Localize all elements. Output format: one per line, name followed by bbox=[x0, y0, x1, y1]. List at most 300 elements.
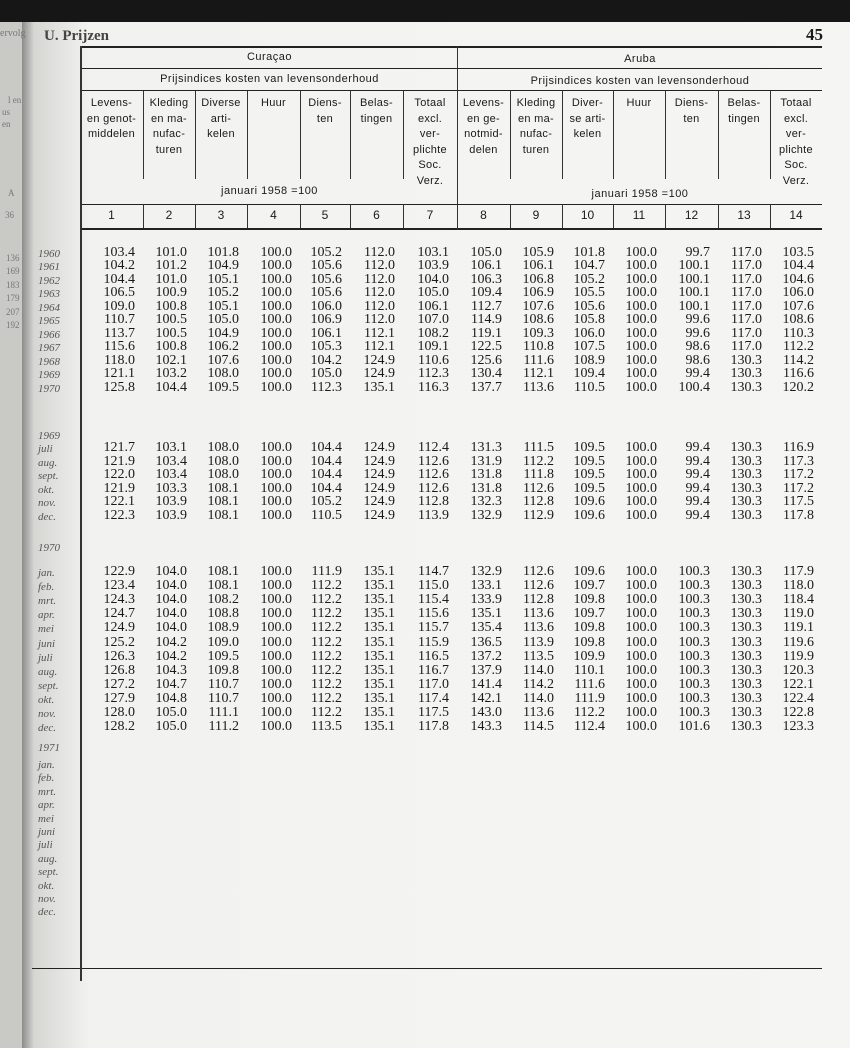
table-cell: 100.0 bbox=[260, 620, 292, 636]
table-cell: 116.7 bbox=[418, 662, 449, 678]
table-top-rule bbox=[80, 46, 822, 48]
column-header bbox=[510, 96, 562, 158]
section-title: U. Prijzen bbox=[44, 28, 109, 44]
column-divider bbox=[613, 91, 614, 179]
table-cell: 105.2 bbox=[573, 271, 605, 287]
table-cell: 109.3 bbox=[522, 325, 554, 341]
table-cell: 109.6 bbox=[573, 564, 605, 579]
table-cell: 100.0 bbox=[260, 719, 292, 735]
table-cell: 100.0 bbox=[625, 379, 657, 395]
table-cell: 125.8 bbox=[103, 379, 135, 395]
table-cell: 130.3 bbox=[730, 494, 762, 510]
table-cell: 112.0 bbox=[364, 258, 395, 274]
table-cell: 100.0 bbox=[260, 480, 292, 496]
table-cell: 106.8 bbox=[522, 271, 554, 287]
table-cell: 115.4 bbox=[418, 592, 449, 608]
table-cell: 124.7 bbox=[103, 606, 135, 622]
table-cell: 100.0 bbox=[625, 325, 657, 341]
table-cell: 112.6 bbox=[418, 453, 449, 469]
table-cell: 100.0 bbox=[260, 440, 292, 455]
table-cell: 117.0 bbox=[731, 285, 762, 301]
table-cell: 124.9 bbox=[363, 494, 395, 510]
table-cell: 112.0 bbox=[364, 271, 395, 287]
row-label: 1965 bbox=[38, 315, 60, 328]
table-cell: 119.9 bbox=[783, 648, 814, 664]
table-cell: 108.1 bbox=[207, 564, 239, 579]
table-cell: 106.9 bbox=[522, 285, 554, 301]
table-cell: 117.2 bbox=[783, 467, 814, 483]
column-header-line: nufac- bbox=[152, 128, 186, 140]
table-cell: 100.3 bbox=[678, 690, 710, 706]
column-header bbox=[718, 96, 770, 127]
table-cell: 100.1 bbox=[678, 258, 710, 274]
table-cell: 124.9 bbox=[363, 453, 395, 469]
table-cell: 117.5 bbox=[418, 705, 449, 720]
table-cell: 136.5 bbox=[470, 634, 502, 650]
column-divider bbox=[665, 204, 666, 228]
table-cell: 108.1 bbox=[207, 578, 239, 594]
table-cell: 104.4 bbox=[103, 271, 135, 287]
row-label: juli bbox=[38, 651, 53, 664]
table-cell: 100.0 bbox=[260, 606, 292, 622]
column-header-line: excl. bbox=[417, 112, 443, 125]
column-header-line: tingen bbox=[360, 112, 393, 125]
table-cell: 104.7 bbox=[155, 676, 187, 692]
table-cell: 100.0 bbox=[625, 352, 657, 368]
table-cell: 100.9 bbox=[155, 285, 187, 301]
table-cell: 112.7 bbox=[471, 298, 502, 314]
column-number: 10 bbox=[580, 208, 595, 222]
table-cell: 104.4 bbox=[310, 453, 342, 469]
table-cell: 106.1 bbox=[470, 258, 502, 274]
table-cell: 117.4 bbox=[418, 690, 449, 706]
table-cell: 112.2 bbox=[311, 690, 342, 706]
table-cell: 106.1 bbox=[522, 258, 554, 274]
column-header-line: kelen bbox=[207, 128, 235, 140]
table-cell: 106.2 bbox=[207, 339, 239, 355]
column-number: 6 bbox=[373, 208, 380, 222]
table-cell: 118.0 bbox=[104, 352, 135, 368]
table-cell: 109.5 bbox=[207, 648, 239, 664]
table-cell: 110.5 bbox=[574, 379, 605, 395]
table-cell: 113.6 bbox=[523, 620, 554, 636]
table-cell: 117.5 bbox=[783, 494, 814, 510]
column-divider bbox=[510, 91, 511, 179]
scan-top-edge bbox=[0, 0, 850, 22]
table-cell: 119.6 bbox=[783, 634, 814, 650]
column-number: 12 bbox=[684, 208, 699, 222]
table-cell: 100.1 bbox=[678, 285, 710, 301]
table-cell: 124.9 bbox=[363, 467, 395, 483]
table-cell: 109.4 bbox=[573, 366, 605, 382]
row-label: apr. bbox=[38, 609, 55, 622]
table-cell: 100.0 bbox=[625, 258, 657, 274]
table-cell: 110.7 bbox=[208, 676, 239, 692]
table-cell: 112.2 bbox=[311, 648, 342, 664]
table-cell: 104.0 bbox=[417, 271, 449, 287]
column-header-line: Diens- bbox=[674, 97, 709, 109]
table-cell: 100.0 bbox=[625, 676, 657, 692]
table-cell: 100.0 bbox=[260, 379, 292, 395]
table-cell: 112.8 bbox=[418, 494, 449, 510]
row-label: mrt. bbox=[38, 595, 57, 608]
table-cell: 124.3 bbox=[103, 592, 135, 608]
column-header-line: Levens- bbox=[462, 97, 505, 109]
table-cell: 100.0 bbox=[625, 564, 657, 579]
table-cell: 122.0 bbox=[103, 467, 135, 483]
table-cell: 117.8 bbox=[418, 719, 449, 735]
column-divider bbox=[143, 91, 144, 179]
table-cell: 113.7 bbox=[104, 325, 135, 341]
table-cell: 113.6 bbox=[523, 606, 554, 622]
table-cell: 131.9 bbox=[470, 453, 502, 469]
column-divider bbox=[350, 91, 351, 179]
column-header-line: Kleding bbox=[149, 97, 189, 109]
row-label: juli bbox=[38, 443, 53, 455]
table-cell: 110.7 bbox=[208, 690, 239, 706]
prev-page-value: 169 bbox=[6, 266, 20, 277]
table-cell: 100.1 bbox=[678, 271, 710, 287]
table-cell: 118.4 bbox=[783, 592, 814, 608]
table-cell: 110.6 bbox=[418, 352, 449, 368]
table-cell: 113.6 bbox=[523, 705, 554, 720]
table-cell: 107.0 bbox=[417, 312, 449, 328]
table-cell: 106.5 bbox=[103, 285, 135, 301]
table-cell: 109.8 bbox=[573, 620, 605, 636]
table-cell: 105.0 bbox=[310, 366, 342, 382]
table-cell: 130.3 bbox=[730, 705, 762, 720]
table-cell: 105.6 bbox=[310, 285, 342, 301]
row-label: aug. bbox=[38, 665, 58, 678]
row-label: 1963 bbox=[38, 288, 60, 301]
table-cell: 121.9 bbox=[103, 480, 135, 496]
row-label: okt. bbox=[38, 693, 55, 706]
column-number: 14 bbox=[789, 208, 803, 222]
row-label: 1966 bbox=[38, 328, 60, 341]
table-cell: 137.9 bbox=[470, 662, 502, 678]
table-cell: 104.6 bbox=[782, 271, 814, 287]
table-cell: 111.8 bbox=[523, 467, 554, 483]
row-label: okt. bbox=[38, 879, 55, 892]
table-cell: 100.0 bbox=[625, 245, 657, 260]
column-header-line: delen bbox=[469, 143, 498, 156]
table-cell: 119.0 bbox=[783, 606, 814, 622]
table-cell: 108.8 bbox=[207, 606, 239, 622]
table-cell: 114.5 bbox=[523, 719, 554, 735]
column-number: 11 bbox=[632, 208, 646, 222]
column-divider bbox=[300, 204, 301, 228]
table-cell: 100.5 bbox=[155, 325, 187, 341]
section-heading: 1969 bbox=[38, 430, 60, 442]
table-cell: 104.0 bbox=[155, 592, 187, 608]
table-cell: 114.7 bbox=[418, 564, 449, 579]
table-cell: 109.7 bbox=[573, 578, 605, 594]
column-header-line: ver- bbox=[419, 128, 441, 140]
table-cell: 105.2 bbox=[310, 245, 342, 260]
column-divider bbox=[300, 91, 301, 179]
row-label: 1962 bbox=[38, 274, 60, 287]
table-cell: 110.3 bbox=[783, 325, 814, 341]
subtitle-curacao: Prijsindices kosten van levensonderhoud bbox=[160, 73, 379, 85]
table-cell: 115.0 bbox=[418, 578, 449, 594]
table-cell: 114.0 bbox=[523, 690, 554, 706]
table-cell: 110.1 bbox=[574, 662, 605, 678]
table-cell: 105.0 bbox=[155, 719, 187, 735]
table-cell: 109.9 bbox=[573, 648, 605, 664]
table-cell: 135.4 bbox=[470, 620, 502, 636]
table-cell: 109.5 bbox=[573, 453, 605, 469]
table-cell: 118.0 bbox=[783, 578, 814, 594]
column-divider bbox=[403, 204, 404, 228]
table-cell: 100.0 bbox=[625, 606, 657, 622]
table-cell: 135.1 bbox=[363, 634, 395, 650]
region-aruba: Aruba bbox=[624, 53, 656, 65]
table-cell: 116.5 bbox=[418, 648, 449, 664]
table-cell: 114.2 bbox=[523, 676, 554, 692]
table-cell: 114.0 bbox=[523, 662, 554, 678]
prev-page-col-num: 36 bbox=[5, 210, 14, 220]
table-cell: 112.2 bbox=[311, 578, 342, 594]
table-cell: 125.2 bbox=[103, 634, 135, 650]
table-cell: 135.1 bbox=[363, 578, 395, 594]
table-cell: 100.3 bbox=[678, 564, 710, 579]
table-cell: 105.6 bbox=[573, 298, 605, 314]
table-cell: 103.1 bbox=[417, 245, 449, 260]
table-cell: 112.0 bbox=[364, 285, 395, 301]
table-cell: 133.1 bbox=[470, 578, 502, 594]
table-cell: 100.3 bbox=[678, 578, 710, 594]
prev-page-value: 179 bbox=[6, 293, 20, 304]
column-divider bbox=[562, 204, 563, 228]
column-header-line: tingen bbox=[728, 112, 760, 125]
column-divider bbox=[195, 204, 196, 228]
row-label: juni bbox=[38, 826, 56, 838]
table-cell: 115.6 bbox=[104, 339, 135, 355]
row-label: feb. bbox=[38, 772, 55, 785]
table-cell: 113.6 bbox=[523, 379, 554, 395]
row-label: aug. bbox=[38, 852, 58, 865]
table-cell: 100.0 bbox=[260, 676, 292, 692]
table-cell: 105.1 bbox=[207, 271, 239, 287]
table-cell: 135.1 bbox=[363, 705, 395, 720]
column-header bbox=[143, 96, 195, 158]
table-cell: 100.0 bbox=[260, 705, 292, 720]
table-cell: 101.8 bbox=[573, 245, 605, 260]
table-cell: 122.3 bbox=[103, 508, 135, 523]
table-cell: 100.0 bbox=[260, 366, 292, 382]
column-number: 9 bbox=[532, 208, 540, 222]
table-cell: 100.3 bbox=[678, 592, 710, 608]
table-cell: 100.0 bbox=[625, 634, 657, 650]
row-label: jan. bbox=[38, 567, 55, 579]
table-cell: 117.9 bbox=[783, 564, 814, 579]
column-header-line: Verz. bbox=[416, 174, 444, 187]
table-cell: 100.0 bbox=[260, 494, 292, 510]
table-cell: 130.3 bbox=[730, 592, 762, 608]
table-cell: 112.2 bbox=[523, 453, 554, 469]
table-cell: 143.3 bbox=[470, 719, 502, 735]
table-cell: 103.9 bbox=[155, 494, 187, 510]
column-divider bbox=[247, 91, 248, 179]
table-cell: 112.2 bbox=[783, 339, 814, 355]
table-cell: 99.4 bbox=[685, 453, 710, 469]
table-cell: 103.5 bbox=[782, 245, 814, 260]
table-cell: 142.1 bbox=[470, 690, 502, 706]
column-header-line: kelen bbox=[573, 128, 602, 140]
table-cell: 112.2 bbox=[311, 676, 342, 692]
table-cell: 114.9 bbox=[471, 312, 502, 328]
column-header bbox=[350, 96, 403, 127]
table-cell: 100.0 bbox=[625, 285, 657, 301]
row-label: feb. bbox=[38, 581, 55, 594]
table-cell: 124.9 bbox=[103, 620, 135, 636]
table-cell: 103.4 bbox=[155, 453, 187, 469]
table-cell: 119.1 bbox=[783, 620, 814, 636]
table-cell: 137.7 bbox=[470, 379, 502, 395]
table-cell: 104.0 bbox=[155, 606, 187, 622]
table-cell: 109.5 bbox=[207, 379, 239, 395]
column-divider bbox=[510, 204, 511, 228]
table-cell: 101.2 bbox=[155, 258, 187, 274]
column-number: 13 bbox=[737, 208, 751, 222]
table-cell: 122.5 bbox=[470, 339, 502, 355]
table-cell: 104.4 bbox=[310, 440, 342, 455]
table-cell: 108.0 bbox=[207, 453, 239, 469]
table-cell: 112.1 bbox=[364, 339, 395, 355]
table-cell: 130.3 bbox=[730, 467, 762, 483]
table-cell: 105.5 bbox=[573, 285, 605, 301]
table-cell: 135.1 bbox=[363, 592, 395, 608]
table-cell: 106.3 bbox=[470, 271, 502, 287]
table-cell: 100.0 bbox=[260, 285, 292, 301]
table-cell: 112.3 bbox=[418, 366, 449, 382]
table-cell: 100.0 bbox=[625, 508, 657, 523]
table-cell: 109.5 bbox=[573, 467, 605, 483]
table-cell: 105.3 bbox=[310, 339, 342, 355]
table-cell: 117.0 bbox=[731, 312, 762, 328]
table-cell: 135.1 bbox=[363, 379, 395, 395]
table-cell: 112.3 bbox=[311, 379, 342, 395]
table-cell: 109.8 bbox=[573, 634, 605, 650]
table-cell: 101.6 bbox=[678, 719, 710, 735]
table-cell: 108.1 bbox=[207, 480, 239, 496]
table-cell: 130.3 bbox=[730, 379, 762, 395]
book-gutter bbox=[22, 22, 34, 1048]
table-cell: 104.2 bbox=[155, 634, 187, 650]
table-cell: 101.0 bbox=[155, 271, 187, 287]
column-header-line: se arti- bbox=[569, 112, 606, 125]
table-cell: 112.9 bbox=[523, 508, 554, 523]
table-cell: 100.3 bbox=[678, 662, 710, 678]
row-label: sept. bbox=[38, 470, 59, 483]
rule bbox=[80, 68, 822, 69]
row-label: dec. bbox=[38, 722, 57, 735]
table-cell: 107.6 bbox=[522, 298, 554, 314]
table-cell: 100.0 bbox=[625, 592, 657, 608]
table-cell: 130.3 bbox=[730, 508, 762, 523]
column-header-line: en genot- bbox=[86, 112, 137, 125]
table-cell: 108.2 bbox=[417, 325, 449, 341]
table-cell: 109.5 bbox=[573, 480, 605, 496]
column-divider bbox=[665, 91, 666, 179]
table-cell: 109.6 bbox=[573, 508, 605, 523]
column-divider bbox=[770, 91, 771, 179]
column-header-line: ten bbox=[316, 112, 334, 125]
rule bbox=[80, 204, 822, 205]
table-cell: 112.6 bbox=[418, 467, 449, 483]
table-cell: 100.0 bbox=[625, 719, 657, 735]
table-cell: 100.0 bbox=[260, 325, 292, 341]
table-cell: 132.9 bbox=[470, 508, 502, 523]
prev-page-line: us bbox=[2, 107, 11, 117]
column-header bbox=[613, 96, 665, 112]
column-header-line: middelen bbox=[87, 128, 136, 140]
table-cell: 99.6 bbox=[685, 325, 710, 341]
table-cell: 105.0 bbox=[155, 705, 187, 720]
column-header-line: turen bbox=[155, 143, 183, 156]
column-header-line: ten bbox=[683, 112, 700, 125]
table-cell: 130.3 bbox=[730, 606, 762, 622]
column-number: 3 bbox=[217, 208, 225, 222]
table-cell: 141.4 bbox=[470, 676, 502, 692]
table-cell: 100.0 bbox=[260, 564, 292, 579]
table-cell: 135.1 bbox=[363, 648, 395, 664]
table-cell: 100.0 bbox=[625, 480, 657, 496]
table-cell: 108.2 bbox=[207, 592, 239, 608]
column-number: 5 bbox=[321, 208, 329, 222]
column-header bbox=[403, 96, 457, 189]
table-cell: 115.6 bbox=[418, 606, 449, 622]
table-cell: 102.1 bbox=[155, 352, 187, 368]
table-cell: 130.3 bbox=[730, 719, 762, 735]
column-header-line: Totaal bbox=[414, 97, 446, 109]
table-cell: 112.8 bbox=[523, 494, 554, 510]
row-label: jan. bbox=[38, 759, 55, 771]
table-cell: 99.4 bbox=[685, 467, 710, 483]
table-cell: 123.4 bbox=[103, 578, 135, 594]
row-label: nov. bbox=[38, 708, 56, 720]
column-header-line: Verz. bbox=[782, 174, 810, 187]
table-cell: 117.0 bbox=[731, 271, 762, 287]
table-cell: 108.0 bbox=[207, 366, 239, 382]
table-cell: 104.9 bbox=[207, 325, 239, 341]
table-cell: 100.0 bbox=[625, 690, 657, 706]
table-cell: 117.0 bbox=[731, 245, 762, 260]
column-divider bbox=[562, 91, 563, 179]
table-cell: 135.1 bbox=[363, 662, 395, 678]
table-cell: 109.5 bbox=[573, 440, 605, 455]
table-cell: 112.2 bbox=[311, 705, 342, 720]
table-cell: 104.0 bbox=[155, 564, 187, 579]
table-cell: 106.1 bbox=[310, 325, 342, 341]
table-cell: 104.0 bbox=[155, 620, 187, 636]
table-cell: 135.1 bbox=[363, 606, 395, 622]
table-cell: 120.2 bbox=[782, 379, 814, 395]
table-cell: 112.1 bbox=[523, 366, 554, 382]
table-cell: 112.4 bbox=[418, 440, 449, 455]
prev-page-col-label: A bbox=[8, 188, 15, 198]
table-cell: 100.4 bbox=[678, 379, 710, 395]
table-cell: 100.0 bbox=[260, 271, 292, 287]
table-cell: 109.6 bbox=[573, 494, 605, 510]
table-cell: 99.4 bbox=[685, 508, 710, 523]
table-cell: 130.3 bbox=[730, 440, 762, 455]
table-cell: 112.2 bbox=[311, 592, 342, 608]
table-cell: 128.2 bbox=[103, 719, 135, 735]
table-cell: 100.0 bbox=[260, 245, 292, 260]
table-cell: 117.2 bbox=[783, 480, 814, 496]
table-cell: 122.1 bbox=[782, 676, 814, 692]
